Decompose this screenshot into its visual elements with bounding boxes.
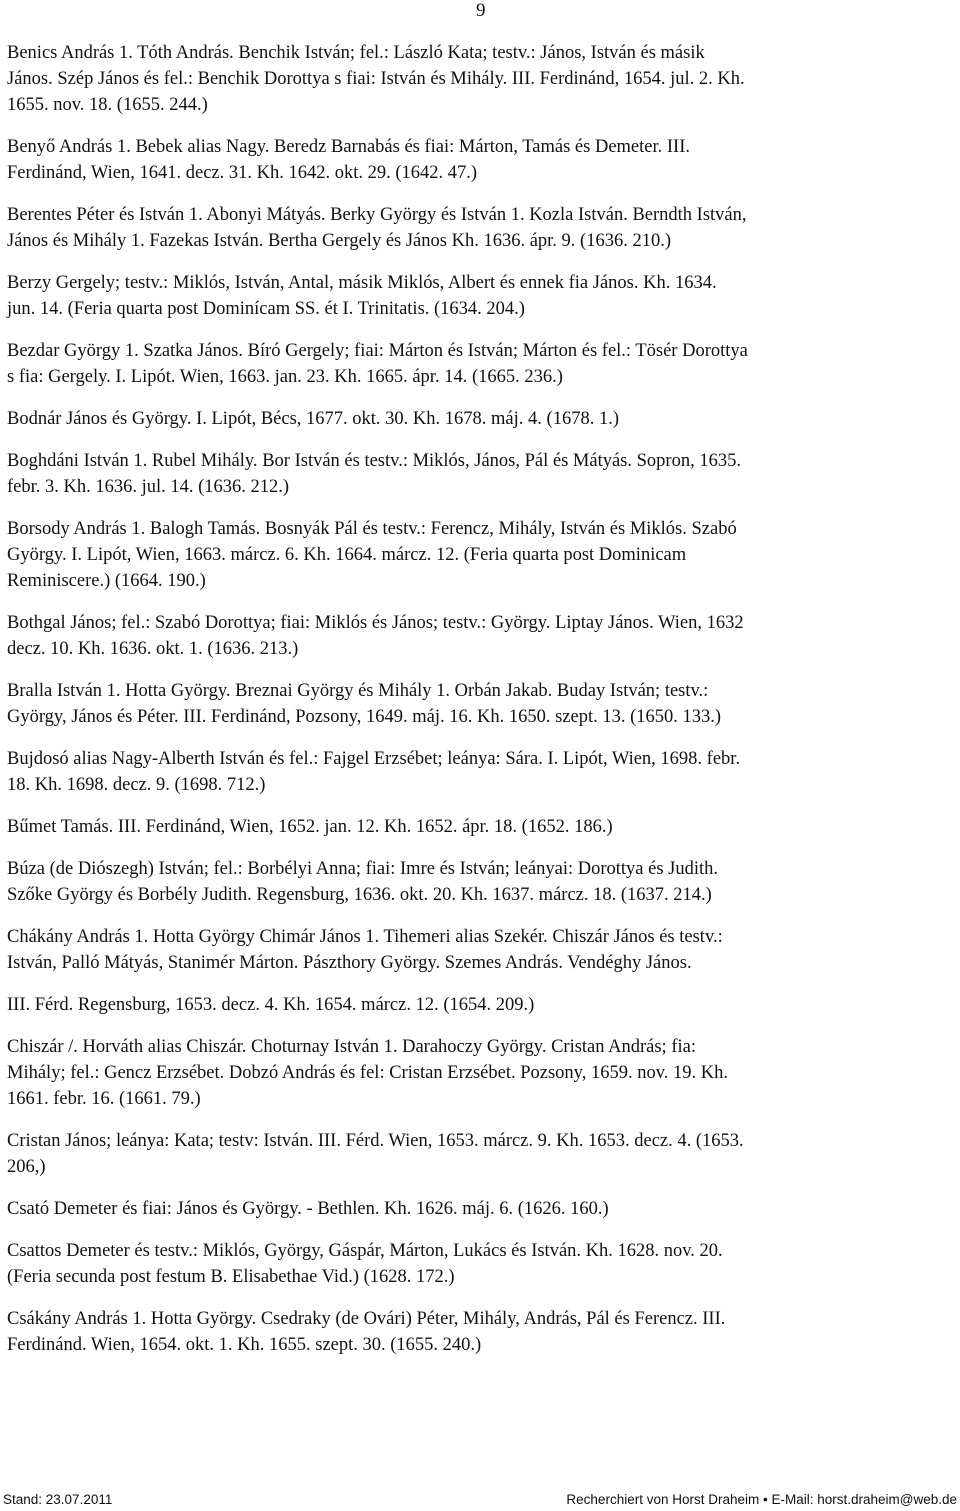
entry-line: Bezdar György 1. Szatka János. Bíró Gergely; fiai: Márton és István; Márton és fel.: Tösér Dorottya xyxy=(7,341,748,361)
entry-line: Bujdosó alias Nagy-Alberth István és fel.: Fajgel Erzsébet; leánya: Sára. I. Lipót, Wien, 1698. febr. xyxy=(7,749,741,769)
entry-line: Benics András 1. Tóth András. Benchik István; fel.: László Kata; testv.: János, István és másik xyxy=(7,43,705,63)
entry-paragraph xyxy=(7,1238,957,1290)
footer-date: Stand: 23.07.2011 xyxy=(3,1492,113,1507)
entry-line: János. Szép János és fel.: Benchik Dorottya s fiai: István és Mihály. III. Ferdinánd, 1654. jul. 2. Kh. xyxy=(7,69,745,89)
page-footer xyxy=(3,1491,957,1509)
page-number: 9 xyxy=(476,0,486,21)
entry-line: János és Mihály 1. Fazekas István. Bertha Gergely és János Kh. 1636. ápr. 9. (1636. 210.) xyxy=(7,231,671,251)
entry-paragraph xyxy=(7,516,957,594)
entry-paragraph xyxy=(7,202,957,254)
entry-line: Chákány András 1. Hotta György Chimár János 1. Tihemeri alias Szekér. Chiszár János és testv.: xyxy=(7,927,723,947)
footer-credit: Recherchiert von Horst Draheim • E-Mail: horst.draheim@web.de xyxy=(566,1492,957,1507)
entry-line: Szőke György és Borbély Judith. Regensburg, 1636. okt. 20. Kh. 1637. márcz. 18. (1637. 214.) xyxy=(7,885,712,905)
entry-paragraph xyxy=(7,406,957,432)
entry-line: III. Férd. Regensburg, 1653. decz. 4. Kh. 1654. márcz. 12. (1654. 209.) xyxy=(7,995,535,1015)
entry-line: 18. Kh. 1698. decz. 9. (1698. 712.) xyxy=(7,775,266,795)
entry-paragraph xyxy=(7,1034,957,1112)
entry-line: Bralla István 1. Hotta György. Breznai György és Mihály 1. Orbán Jakab. Buday István; testv.: xyxy=(7,681,709,701)
entry-paragraph xyxy=(7,448,957,500)
entry-list xyxy=(7,40,957,1374)
entry-line: Benyő András 1. Bebek alias Nagy. Beredz Barnabás és fiai: Márton, Tamás és Demeter. III. xyxy=(7,137,690,157)
entry-line: (Feria secunda post festum B. Elisabethae Vid.) (1628. 172.) xyxy=(7,1267,455,1287)
entry-line: Reminiscere.) (1664. 190.) xyxy=(7,571,206,591)
entry-line: István, Palló Mátyás, Stanimér Márton. Pászthory György. Szemes András. Vendéghy János. xyxy=(7,953,692,973)
entry-line: György. I. Lipót, Wien, 1663. márcz. 6. Kh. 1664. márcz. 12. (Feria quarta post Dominicam xyxy=(7,545,687,565)
entry-paragraph xyxy=(7,338,957,390)
entry-line: jun. 14. (Feria quarta post Dominícam SS. ét I. Trinitatis. (1634. 204.) xyxy=(7,299,525,319)
entry-paragraph xyxy=(7,1196,957,1222)
entry-line: Ferdinánd. Wien, 1654. okt. 1. Kh. 1655. szept. 30. (1655. 240.) xyxy=(7,1335,482,1355)
entry-line: decz. 10. Kh. 1636. okt. 1. (1636. 213.) xyxy=(7,639,299,659)
entry-line: Csató Demeter és fiai: János és György. - Bethlen. Kh. 1626. máj. 6. (1626. 160.) xyxy=(7,1199,609,1219)
entry-paragraph xyxy=(7,1128,957,1180)
entry-paragraph xyxy=(7,924,957,976)
entry-paragraph xyxy=(7,678,957,730)
entry-line: febr. 3. Kh. 1636. jul. 14. (1636. 212.) xyxy=(7,477,290,497)
entry-line: Bűmet Tamás. III. Ferdinánd, Wien, 1652. jan. 12. Kh. 1652. ápr. 18. (1652. 186.) xyxy=(7,817,613,837)
entry-line: György, János és Péter. III. Ferdinánd, Pozsony, 1649. máj. 16. Kh. 1650. szept. 13. (1650. 133.) xyxy=(7,707,722,727)
entry-line: 1655. nov. 18. (1655. 244.) xyxy=(7,95,208,115)
entry-line: Bothgal János; fel.: Szabó Dorottya; fiai: Miklós és János; testv.: György. Liptay János. Wien, 1632 xyxy=(7,613,744,633)
entry-paragraph xyxy=(7,40,957,118)
entry-paragraph xyxy=(7,1306,957,1358)
entry-line: Berzy Gergely; testv.: Miklós, István, Antal, másik Miklós, Albert és ennek fia János. Kh. 1634. xyxy=(7,273,717,293)
entry-line: Berentes Péter és István 1. Abonyi Mátyás. Berky György és István 1. Kozla István. Berndth István, xyxy=(7,205,747,225)
entry-paragraph xyxy=(7,134,957,186)
entry-paragraph xyxy=(7,992,957,1018)
entry-paragraph xyxy=(7,610,957,662)
entry-line: Búza (de Diószegh) István; fel.: Borbélyi Anna; fiai: Imre és István; leányai: Dorottya és Judith. xyxy=(7,859,719,879)
entry-line: Csákány András 1. Hotta György. Csedraky (de Ovári) Péter, Mihály, András, Pál és Ferencz. III. xyxy=(7,1309,726,1329)
entry-line: Boghdáni István 1. Rubel Mihály. Bor István és testv.: Miklós, János, Pál és Mátyás. Sopron, 1635. xyxy=(7,451,741,471)
entry-line: 1661. febr. 16. (1661. 79.) xyxy=(7,1089,201,1109)
entry-line: Chiszár /. Horváth alias Chiszár. Choturnay István 1. Darahoczy György. Cristan András; fia: xyxy=(7,1037,696,1057)
entry-line: s fia: Gergely. I. Lipót. Wien, 1663. jan. 23. Kh. 1665. ápr. 14. (1665. 236.) xyxy=(7,367,563,387)
entry-line: Mihály; fel.: Gencz Erzsébet. Dobzó András és fel: Cristan Erzsébet. Pozsony, 1659. nov. 19. Kh. xyxy=(7,1063,728,1083)
entry-line: Bodnár János és György. I. Lipót, Bécs, 1677. okt. 30. Kh. 1678. máj. 4. (1678. 1.) xyxy=(7,409,619,429)
entry-line: Csattos Demeter és testv.: Miklós, György, Gáspár, Márton, Lukács és István. Kh. 1628. nov. 20. xyxy=(7,1241,723,1261)
entry-paragraph xyxy=(7,270,957,322)
entry-line: Ferdinánd, Wien, 1641. decz. 31. Kh. 1642. okt. 29. (1642. 47.) xyxy=(7,163,478,183)
entry-paragraph xyxy=(7,746,957,798)
entry-line: 206,) xyxy=(7,1157,46,1177)
entry-paragraph xyxy=(7,856,957,908)
entry-line: Cristan János; leánya: Kata; testv: István. III. Férd. Wien, 1653. márcz. 9. Kh. 1653. decz. 4. (1653. xyxy=(7,1131,744,1151)
entry-line: Borsody András 1. Balogh Tamás. Bosnyák Pál és testv.: Ferencz, Mihály, István és Miklós. Szabó xyxy=(7,519,737,539)
entry-paragraph xyxy=(7,814,957,840)
